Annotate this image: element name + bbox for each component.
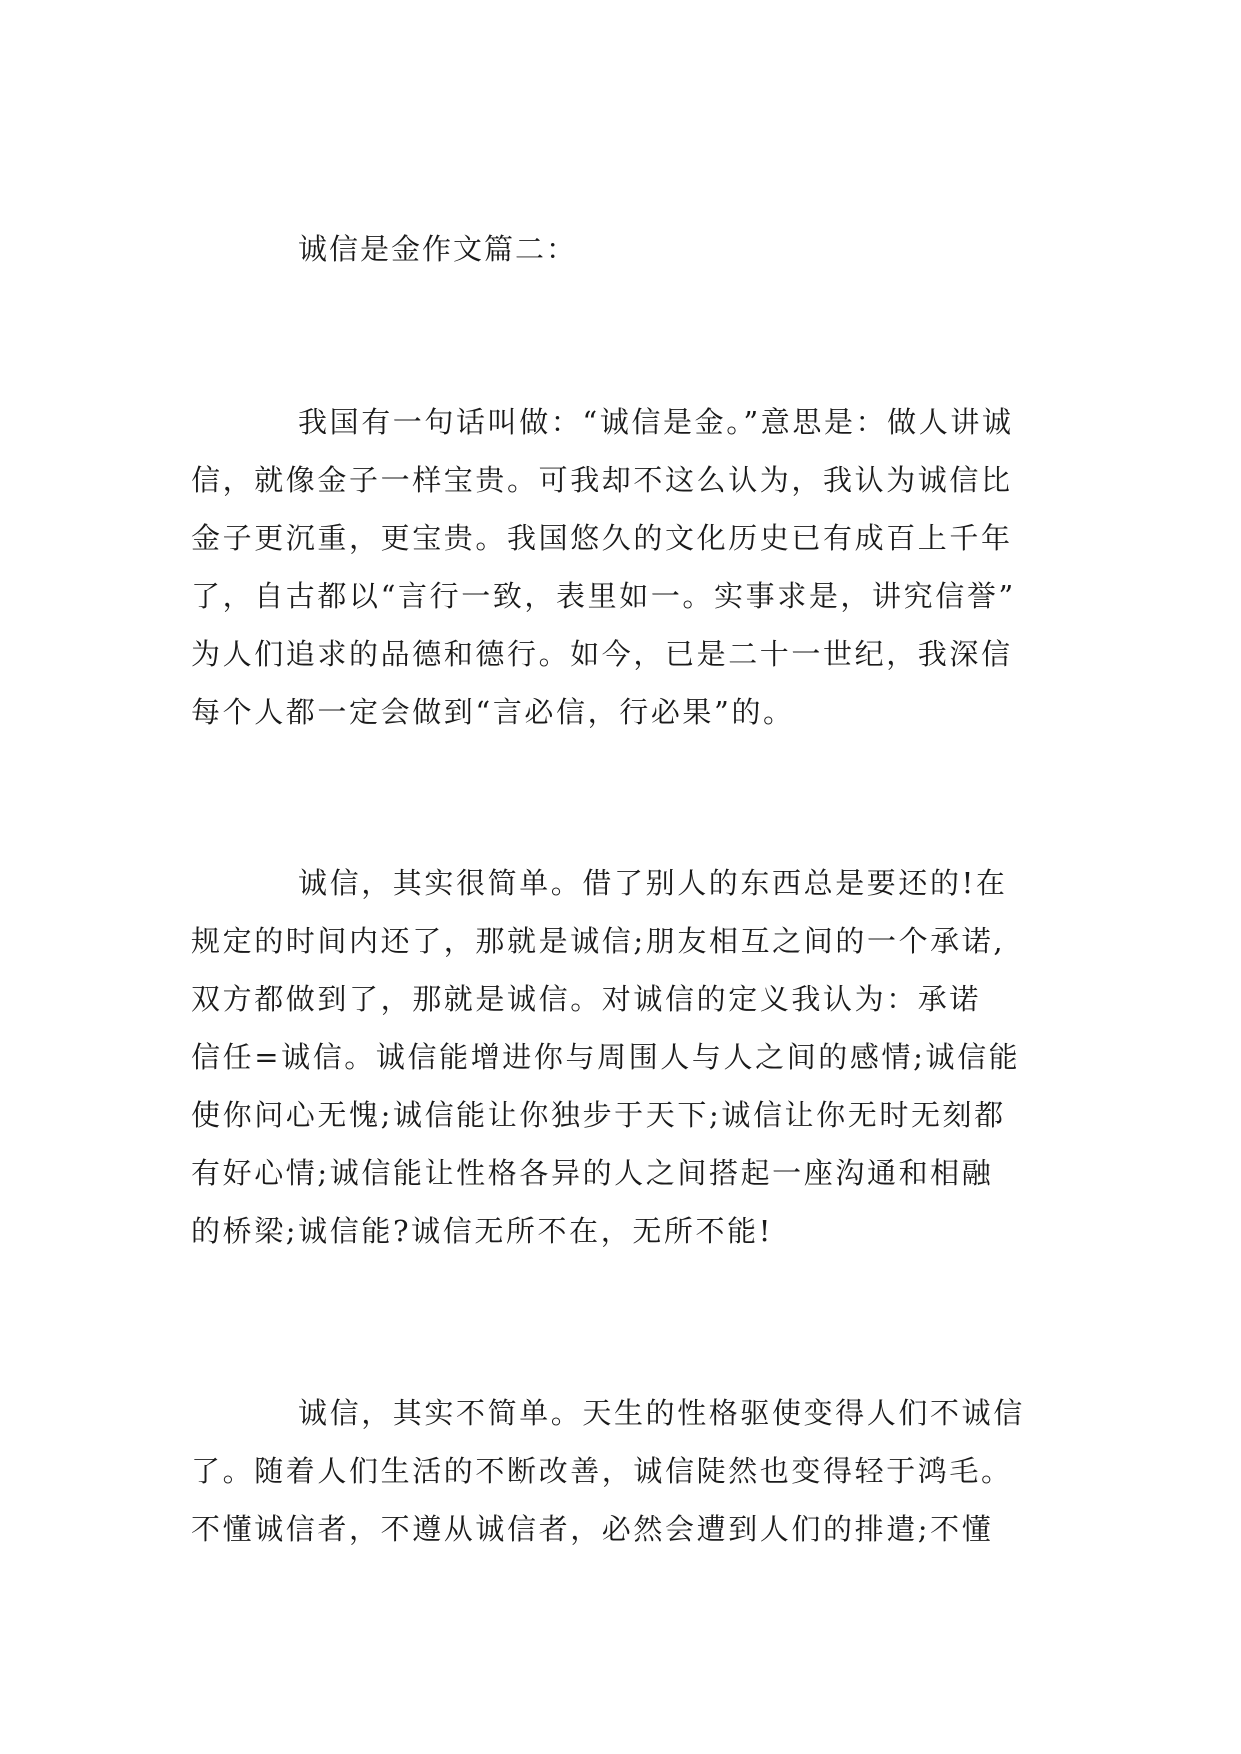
paragraph-2 xyxy=(191,854,1051,1260)
paragraph-line: 使你问心无愧;诚信能让你独步于天下;诚信让你无时无刻都 xyxy=(191,1098,1006,1132)
paragraph-line: 了。随着人们生活的不断改善，诚信陡然也变得轻于鸿毛。 xyxy=(191,1454,1013,1488)
paragraph-line: 信任=诚信。诚信能增进你与周围人与人之间的感情;诚信能 xyxy=(191,1040,1021,1074)
paragraph-1 xyxy=(191,393,1051,741)
paragraph-line: 诚信，其实不简单。天生的性格驱使变得人们不诚信 xyxy=(298,1396,1025,1430)
essay-heading: 诚信是金作文篇二： xyxy=(298,232,578,266)
paragraph-line: 了，自古都以“言行一致，表里如一。实事求是，讲究信誉” xyxy=(191,579,1016,613)
paragraph-line: 的桥梁;诚信能?诚信无所不在，无所不能! xyxy=(191,1214,773,1248)
paragraph-line: 每个人都一定会做到“言必信，行必果”的。 xyxy=(191,695,795,729)
paragraph-line: 信，就像金子一样宝贵。可我却不这么认为，我认为诚信比 xyxy=(191,463,1013,497)
paragraph-line: 诚信，其实很简单。借了别人的东西总是要还的!在 xyxy=(298,866,1008,900)
paragraph-line: 为人们追求的品德和德行。如今，已是二十一世纪，我深信 xyxy=(191,637,1013,671)
paragraph-3 xyxy=(191,1384,1051,1558)
paragraph-line: 我国有一句话叫做：“诚信是金。”意思是：做人讲诚 xyxy=(298,405,1014,439)
paragraph-line: 不懂诚信者，不遵从诚信者，必然会遭到人们的排遣;不懂 xyxy=(191,1512,994,1546)
paragraph-line: 规定的时间内还了，那就是诚信;朋友相互之间的一个承诺, xyxy=(191,924,1006,958)
paragraph-line: 金子更沉重，更宝贵。我国悠久的文化历史已有成百上千年 xyxy=(191,521,1013,555)
paragraph-line: 有好心情;诚信能让性格各异的人之间搭起一座沟通和相融 xyxy=(191,1156,994,1190)
paragraph-line: 双方都做到了，那就是诚信。对诚信的定义我认为：承诺 xyxy=(191,982,982,1016)
